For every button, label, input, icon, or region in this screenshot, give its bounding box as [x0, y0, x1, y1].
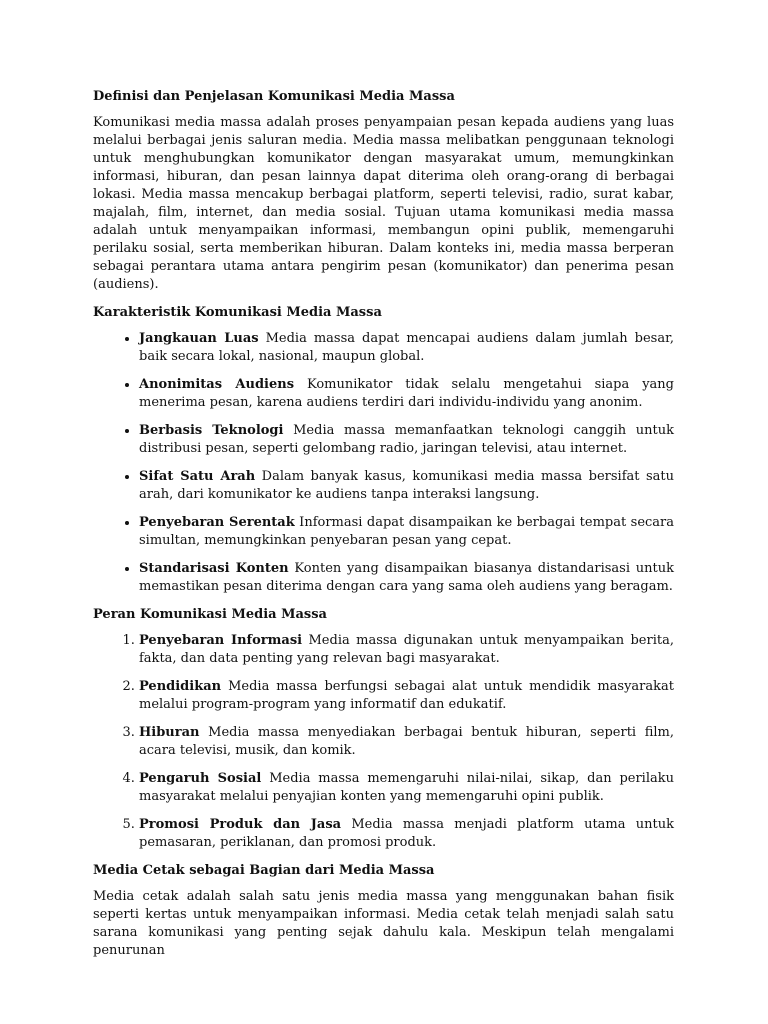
item-text: Komunikator tidak selalu mengetahui siapa yang menerima pesan, karena audiens terdiri dari individu-individu yang anonim.: [139, 377, 674, 410]
list-karakteristik: [93, 330, 674, 596]
heading-peran: Peran Komunikasi Media Massa: [93, 607, 327, 622]
list-item: [139, 632, 674, 668]
item-text: Konten yang disampaikan biasanya distandarisasi untuk memastikan pesan diterima dengan cara yang sama oleh audiens yang beragam.: [139, 561, 674, 594]
item-term: Standarisasi Konten: [139, 561, 289, 576]
item-term: Sifat Satu Arah: [139, 469, 256, 484]
item-text: Media massa dapat mencapai audiens dalam jumlah besar, baik secara lokal, nasional, maupun global.: [139, 331, 674, 364]
item-term: Promosi Produk dan Jasa: [139, 817, 342, 832]
list-item: [139, 376, 674, 412]
list-peran: [93, 632, 674, 852]
list-item: [139, 560, 674, 596]
item-text: Dalam banyak kasus, komunikasi media massa bersifat satu arah, dari komunikator ke audiens tanpa interaksi langsung.: [139, 469, 674, 502]
list-item: [139, 724, 674, 760]
item-term: Hiburan: [139, 725, 200, 740]
heading-definisi: Definisi dan Penjelasan Komunikasi Media Massa: [93, 89, 455, 104]
item-text: Media massa menjadi platform utama untuk pemasaran, periklanan, dan promosi produk.: [139, 817, 674, 850]
list-item: [139, 330, 674, 366]
item-text: Media massa memanfaatkan teknologi canggih untuk distribusi pesan, seperti gelombang radio, jaringan televisi, atau internet.: [139, 423, 674, 456]
paragraph-definisi: Komunikasi media massa adalah proses penyampaian pesan kepada audiens yang luas melalui berbagai jenis saluran media. Media massa melibatkan penggunaan teknologi untuk menghubungkan komunikator dengan masyarakat umum, memungkinkan informasi, hiburan, dan pesan lainnya dapat diterima oleh orang-orang di berbagai lokasi. Media massa mencakup berbagai platform, seperti televisi, radio, surat kabar, majalah, film, internet, dan media sosial. Tujuan utama komunikasi media massa adalah untuk menyampaikan informasi, membangun opini publik, memengaruhi perilaku sosial, serta memberikan hiburan. Dalam konteks ini, media massa berperan sebagai perantara utama antara pengirim pesan (komunikator) dan penerima pesan (audiens).: [93, 115, 674, 292]
list-item: [139, 514, 674, 550]
list-item: [139, 422, 674, 458]
item-term: Penyebaran Serentak: [139, 515, 295, 530]
item-term: Anonimitas Audiens: [139, 377, 295, 392]
list-item: [139, 468, 674, 504]
paragraph-media-cetak: Media cetak adalah salah satu jenis media massa yang menggunakan bahan fisik seperti kertas untuk menyampaikan informasi. Media cetak telah menjadi salah satu sarana komunikasi yang penting sejak dahulu kala. Meskipun telah mengalami penurunan: [93, 889, 674, 958]
item-term: Jangkauan Luas: [139, 331, 259, 346]
list-item: [139, 678, 674, 714]
list-item: [139, 770, 674, 806]
item-text: Media massa digunakan untuk menyampaikan berita, fakta, dan data penting yang relevan bagi masyarakat.: [139, 633, 674, 666]
item-term: Pengaruh Sosial: [139, 771, 262, 786]
item-term: Penyebaran Informasi: [139, 633, 303, 648]
heading-media-cetak: Media Cetak sebagai Bagian dari Media Massa: [93, 863, 435, 878]
document-body: [93, 88, 674, 970]
list-item: [139, 816, 674, 852]
item-term: Berbasis Teknologi: [139, 423, 284, 438]
item-text: Media massa berfungsi sebagai alat untuk mendidik masyarakat melalui program-program yang informatif dan edukatif.: [139, 679, 674, 712]
heading-karakteristik: Karakteristik Komunikasi Media Massa: [93, 305, 382, 320]
item-text: Media massa memengaruhi nilai-nilai, sikap, dan perilaku masyarakat melalui penyajian konten yang memengaruhi opini publik.: [139, 771, 674, 804]
item-text: Informasi dapat disampaikan ke berbagai tempat secara simultan, memungkinkan penyebaran pesan yang cepat.: [139, 515, 675, 548]
item-text: Media massa menyediakan berbagai bentuk hiburan, seperti film, acara televisi, musik, dan komik.: [139, 725, 674, 758]
item-term: Pendidikan: [139, 679, 222, 694]
